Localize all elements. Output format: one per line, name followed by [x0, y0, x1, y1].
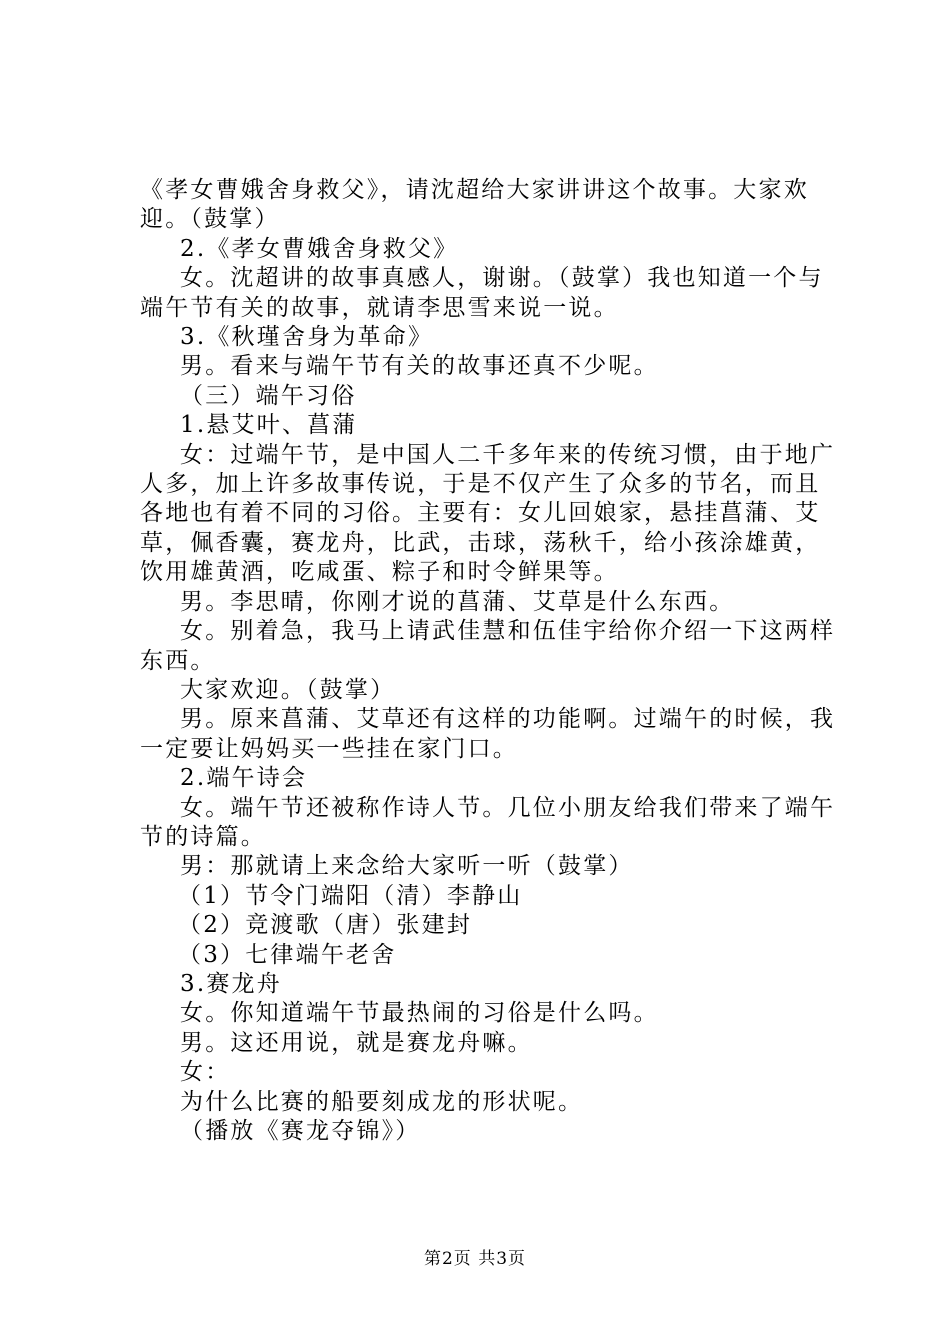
subheading: 1.悬艾叶、菖蒲: [180, 412, 358, 439]
paragraph: 女：过端午节，是中国人二千多年来的传统习惯，由于地广人多，加上许多故事传说，于是不仅产生了众多的节名，而且各地也有着不同的习俗。主要有：女儿回娘家，悬挂菖蒲、艾草，佩香囊，赛龙舟，比武，击球，荡秋千，给小孩涂雄黄，饮用雄黄酒，吃咸蛋、粽子和时令鲜果等。: [140, 441, 836, 586]
paragraph: 男。李思晴，你刚才说的菖蒲、艾草是什么东西。: [180, 588, 735, 615]
poem-item: （1）节令门端阳（清）李静山: [178, 882, 523, 909]
paragraph: 3.《秋瑾舍身为革命》: [180, 324, 434, 351]
page-number: 第2页 共3页: [423, 1249, 527, 1269]
paragraph: 大家欢迎。（鼓掌）: [180, 676, 396, 703]
paragraph: 男：那就请上来念给大家听一听（鼓掌）: [180, 853, 634, 880]
paragraph: 女。沈超讲的故事真感人，谢谢。（鼓掌）我也知道一个与端午节有关的故事，就请李思雪来说一说。: [140, 265, 824, 321]
paragraph: 女。你知道端午节最热闹的习俗是什么吗。: [180, 1000, 659, 1027]
paragraph: 女。别着急，我马上请武佳慧和伍佳宇给你介绍一下这两样东西。: [140, 618, 836, 674]
paragraph: 男。这还用说，就是赛龙舟嘛。: [180, 1029, 533, 1056]
paragraph: 女。端午节还被称作诗人节。几位小朋友给我们带来了端午节的诗篇。: [140, 794, 836, 850]
subheading: 2.端午诗会: [180, 765, 308, 792]
poem-item: （3）七律端午老舍: [178, 941, 397, 968]
paragraph: 2.《孝女曹娥舍身救父》: [180, 235, 459, 262]
section-heading: （三）端午习俗: [180, 382, 357, 409]
paragraph: 男。原来菖蒲、艾草还有这样的功能啊。过端午的时候，我一定要让妈妈买一些挂在家门口。: [140, 706, 836, 762]
page-footer: [0, 1244, 950, 1269]
paragraph: 《孝女曹娥舍身救父》，请沈超给大家讲讲这个故事。大家欢迎。（鼓掌）: [140, 177, 809, 233]
paragraph: 女：: [180, 1059, 231, 1086]
paragraph: 男。看来与端午节有关的故事还真不少呢。: [180, 353, 659, 380]
poem-item: （2）竞渡歌（唐）张建封: [178, 912, 473, 939]
paragraph: 为什么比赛的船要刻成龙的形状呢。: [180, 1088, 584, 1115]
subheading: 3.赛龙舟: [180, 970, 282, 997]
paragraph: （播放《赛龙夺锦》）: [180, 1118, 421, 1144]
document-body: [140, 176, 840, 1146]
